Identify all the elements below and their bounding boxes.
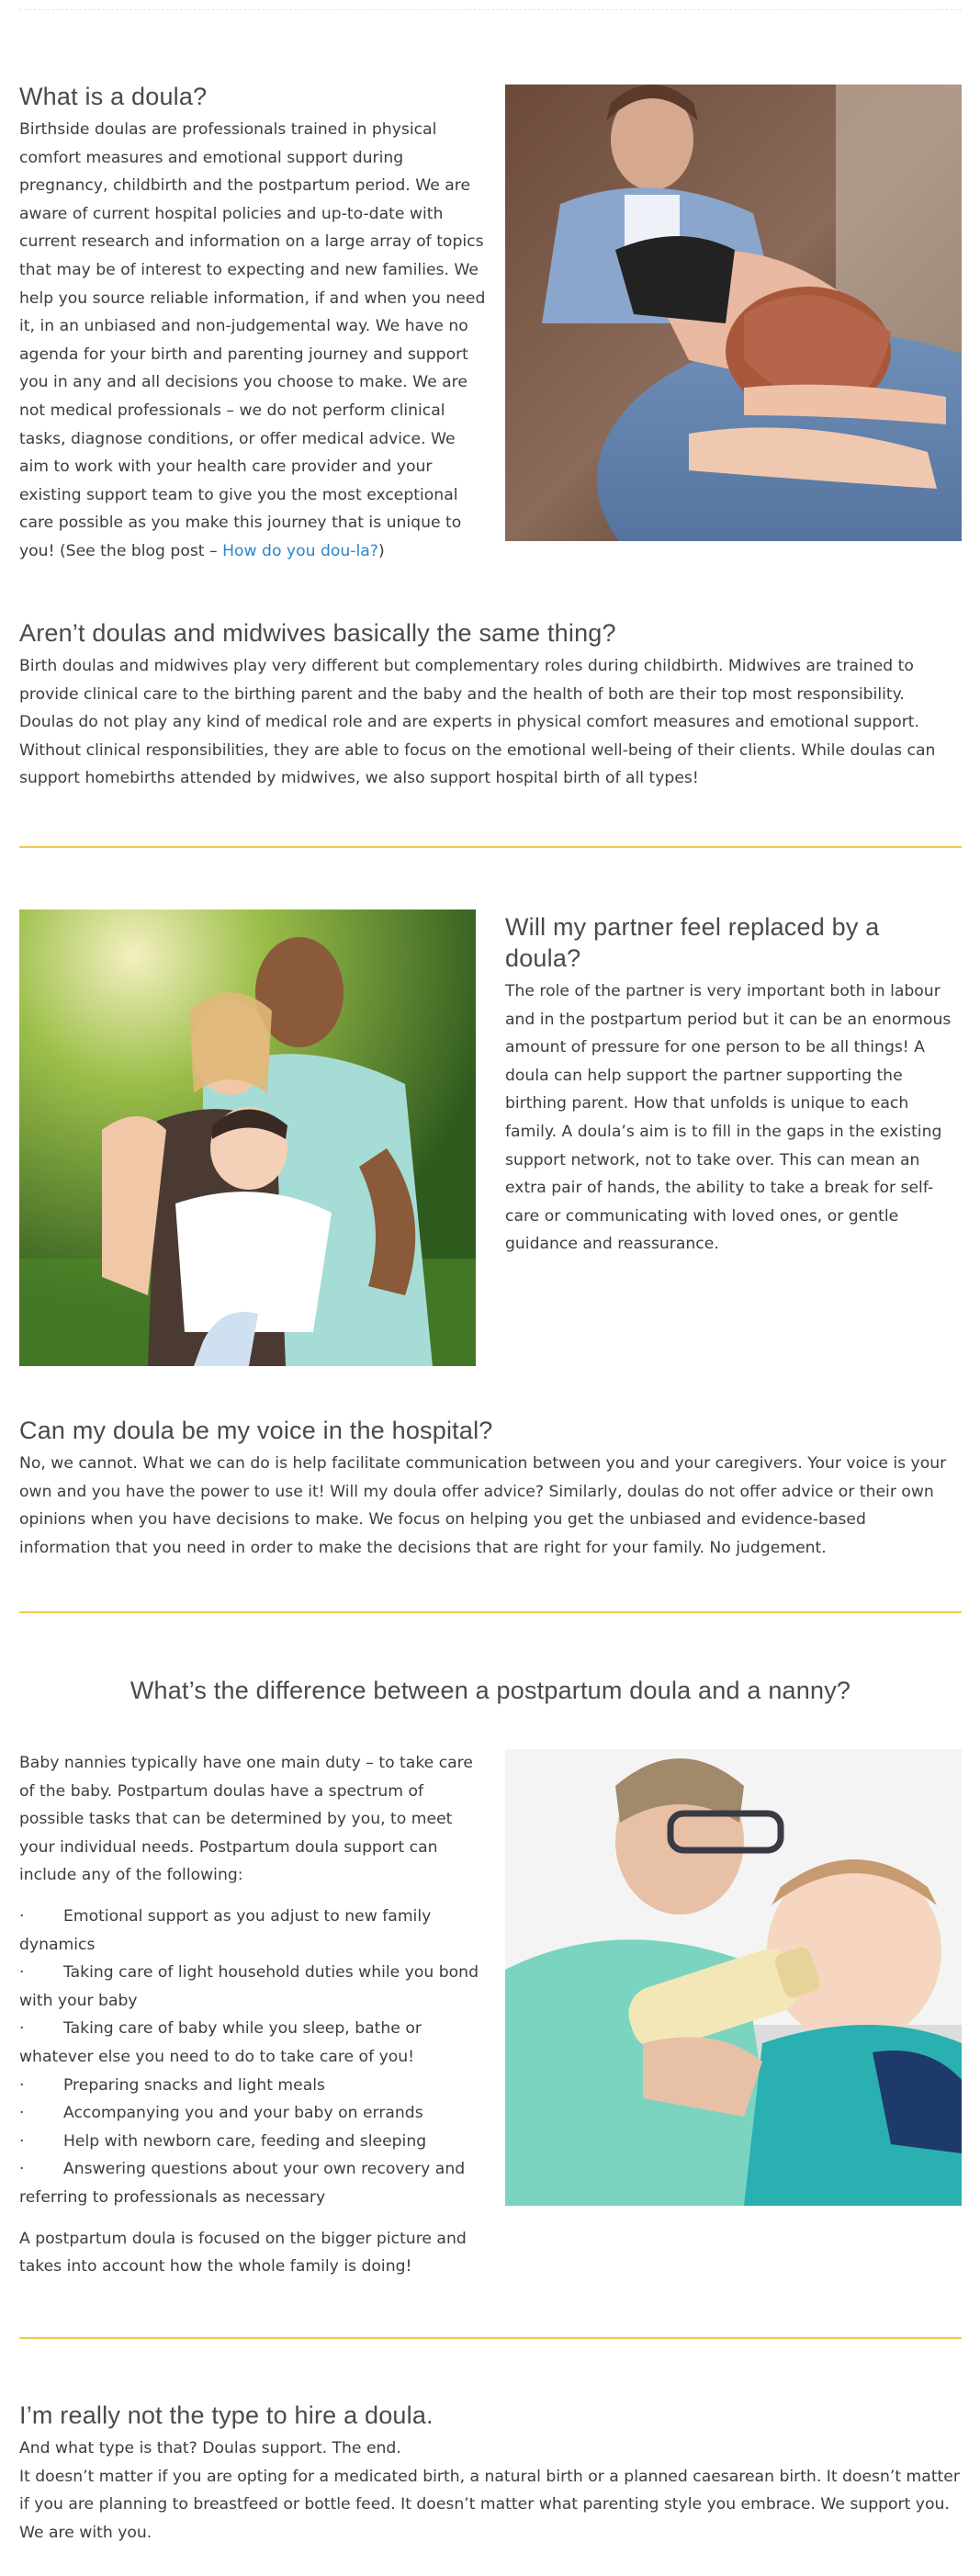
- section-body-partner-replaced: The role of the partner is very important both in labour and in the postpartum period but it can be an enormous amount of pressure for one person to be all things! A doula can help support the partner supporting the birthing parent. How that unfolds is unique to each family. A doula’s aim is to fill in the gaps in the existing support network, not to take over. This can mean an extra pair of hands, the ability to take a break for self-care or communicating with loved ones, or gentle guidance and reassurance.: [505, 982, 952, 1254]
- section-postpartum-vs-nanny: [19, 1749, 488, 2281]
- section-partner-replaced: [505, 911, 964, 1259]
- section-title-doulas-vs-midwives: Aren’t doulas and midwives basically the same thing?: [19, 619, 616, 647]
- section-body-what-is-doula: Birthside doulas are professionals trained in physical comfort measures and emotional support during pregnancy, childbirth and the postpartum period. We are aware of current hospital policies and up-to-date with current research and information on a large array of topics that may be of interest to expecting and new families. We help you source reliable information, if and when you need it, in an unbiased and non-judgemental way. We have no agenda for your birth and parenting journey and support you in any and all decisions you choose to make. We are not medical professionals – we do not perform clinical tasks, diagnose conditions, or offer medical advice. We aim to work with your health care provider and your existing support team to give you the most exceptional care possible as you make this journey that is unique to you! (See the blog post – How do you dou-la?): [19, 120, 486, 560]
- list-item: · Help with newborn care, feeding and sleeping: [19, 2131, 427, 2151]
- photo-doula-supporting-labour: [505, 85, 962, 541]
- section-title-postpartum-vs-nanny: What’s the difference between a postpartum doula and a nanny?: [130, 1677, 851, 1704]
- list-item: · Accompanying you and your baby on errands: [19, 2104, 423, 2123]
- section-closing-postpartum: A postpartum doula is focused on the bigger picture and takes into account how the whole family is doing!: [19, 2229, 467, 2277]
- section-doulas-vs-midwives: [19, 617, 962, 793]
- blog-post-link[interactable]: How do you dou-la?: [222, 541, 378, 560]
- list-item: · Answering questions about your own recovery and referring to professionals as necessary: [19, 2160, 466, 2207]
- list-item: · Taking care of baby while you sleep, bathe or whatever else you need to do to take care of you!: [19, 2019, 422, 2066]
- section-body-doulas-vs-midwives: Birth doulas and midwives play very different but complementary roles during childbirth. Midwives are trained to provide clinical care to the birthing parent and the baby and the health of both are their top most responsibility. Doulas do not play any kind of medical role and are experts in physical comfort measures and emotional support. Without clinical responsibilities, they are able to focus on the emotional well-being of their clients. While doulas can support homebirths attended by midwives, we also support hospital birth of all types!: [19, 657, 936, 788]
- list-item: · Preparing snacks and light meals: [19, 2075, 326, 2095]
- section-not-the-type: [19, 2400, 962, 2547]
- section-title-not-the-type: I’m really not the type to hire a doula.: [19, 2401, 434, 2429]
- section-divider: [19, 1611, 962, 1613]
- list-item: · Taking care of light household duties while you bond with your baby: [19, 1963, 479, 2010]
- section-what-is-a-doula: [19, 81, 488, 566]
- photo-family-with-baby: [19, 910, 476, 1366]
- section-title-partner-replaced: Will my partner feel replaced by a doula?: [505, 913, 880, 972]
- section-title-voice-in-hospital: Can my doula be my voice in the hospital?: [19, 1417, 493, 1444]
- top-dashed-rule: [19, 9, 962, 10]
- section-body-not-the-type: It doesn’t matter if you are opting for a medicated birth, a natural birth or a planned caesarean birth. It doesn’t matter if you are planning to breastfeed or bottle feed. It doesn’t matter what parenting style you embrace. We support you. We are with you.: [19, 2467, 960, 2542]
- postpartum-services-list: [19, 1903, 488, 2212]
- section-intro-postpartum: Baby nannies typically have one main duty – to take care of the baby. Postpartum doulas have a spectrum of possible tasks that can be determined by you, to meet your individual needs. Postpartum doula support can include any of the following:: [19, 1754, 473, 1885]
- section-voice-in-hospital: [19, 1415, 962, 1562]
- list-item: · Emotional support as you adjust to new family dynamics: [19, 1906, 432, 1954]
- section-divider: [19, 2337, 962, 2339]
- section-postpartum-vs-nanny-header: [19, 1675, 962, 1706]
- section-body-voice-in-hospital: No, we cannot. What we can do is help facilitate communication between you and your caregivers. Your voice is your own and you have the power to use it! Will my doula offer advice? Similarly, doulas do not offer advice or their own opinions when you have decisions to make. We focus on helping you get the unbiased and evidence-based information that you need in order to make the decisions that are right for your family. No judgement.: [19, 1454, 947, 1557]
- section-line-doulas-support: And what type is that? Doulas support. The end.: [19, 2439, 401, 2457]
- section-title-what-is-doula: What is a doula?: [19, 83, 208, 110]
- photo-mother-bottle-feeding-baby: [505, 1749, 962, 2206]
- section-divider: [19, 846, 962, 848]
